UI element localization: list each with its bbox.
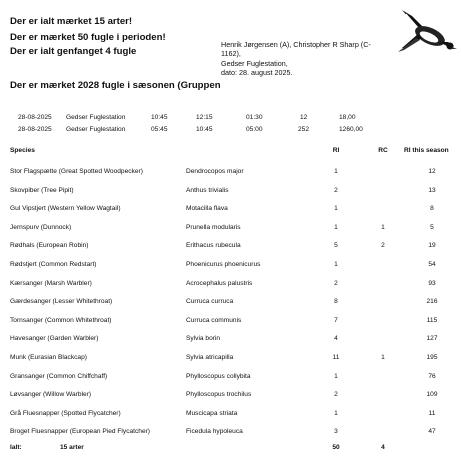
species-name: Tornsanger (Common Whitethroat) [10, 316, 112, 324]
species-name: Broget Fluesnapper (European Pied Flycatcher) [10, 428, 151, 436]
latin-name: Curruca communis [186, 316, 242, 324]
rc-count: 1 [381, 223, 385, 231]
ringer-info-line: dato: 28. august 2025. [221, 67, 293, 77]
summary-retraps: Der er ialt genfanget 4 fugle [10, 46, 137, 57]
species-name: Havesanger (Garden Warbler) [10, 335, 99, 343]
ri-count: 7 [334, 316, 338, 324]
season-count: 109 [426, 391, 438, 399]
season-count: 12 [428, 168, 436, 175]
ri-count: 4 [334, 335, 338, 343]
latin-name: Muscicapa striata [186, 409, 238, 417]
ri-count: 1 [334, 409, 338, 417]
session-end: 10:45 [196, 126, 213, 133]
species-name: Rødhals (European Robin) [10, 242, 89, 250]
ringer-info-line: Gedser Fuglestation, [221, 58, 288, 68]
season-count: 11 [428, 409, 436, 417]
header-season: RI this season [404, 147, 449, 154]
flying-duck-icon [396, 8, 458, 56]
species-name: Jernspurv (Dunnock) [10, 223, 72, 231]
ri-count: 1 [334, 223, 338, 231]
season-count: 216 [426, 298, 438, 306]
ri-count: 2 [334, 279, 338, 287]
ri-count: 1 [334, 372, 338, 380]
session-start: 05:45 [151, 126, 168, 133]
table-row [0, 317, 461, 329]
season-count: 127 [426, 335, 438, 343]
total-ri: 50 [332, 444, 340, 451]
ringer-info-line: Henrik Jørgensen (A), Christopher R Sharp (C- [221, 40, 371, 49]
header-rc: RC [378, 147, 388, 154]
summary-season-total: Der er mærket 2028 fugle i sæsonen (Gruppen [10, 80, 221, 91]
total-species: 15 arter [60, 444, 84, 451]
species-name: Rødstjert (Common Redstart) [10, 261, 97, 268]
latin-name: Motacilla flava [186, 205, 228, 213]
season-count: 5 [430, 223, 434, 231]
session-row [0, 114, 461, 126]
species-name: Gul Vipstjert (Western Yellow Wagtail) [10, 205, 121, 213]
season-count: 47 [428, 428, 436, 436]
latin-name: Curruca curruca [186, 298, 234, 306]
latin-name: Erithacus rubecula [186, 242, 241, 250]
species-name: Stor Flagspætte (Great Spotted Woodpecker) [10, 168, 143, 175]
summary-birds-period: Der er mærket 50 fugle i perioden! [10, 32, 166, 43]
table-row [0, 373, 461, 385]
species-name: Kærsanger (Marsh Warbler) [10, 279, 92, 287]
latin-name: Sylvia borin [186, 335, 221, 343]
session-row [0, 126, 461, 138]
table-row [0, 205, 461, 217]
season-count: 54 [428, 261, 436, 268]
table-row [0, 391, 461, 403]
total-rc: 4 [381, 444, 385, 451]
latin-name: Phylloscopus trochilus [186, 391, 252, 399]
session-hours: 1260,00 [339, 126, 363, 133]
table-row [0, 354, 461, 366]
ri-count: 5 [334, 242, 338, 250]
table-header [0, 147, 461, 159]
session-date: 28-08-2025 [18, 114, 52, 121]
ri-count: 1 [334, 168, 338, 175]
species-name: Gransanger (Common Chiffchaff) [10, 372, 108, 380]
table-row [0, 410, 461, 422]
season-count: 19 [428, 242, 436, 250]
latin-name: Phoenicurus phoenicurus [186, 261, 261, 268]
season-count: 13 [428, 186, 436, 194]
ri-count: 3 [334, 428, 338, 436]
latin-name: Acrocephalus palustris [186, 279, 253, 287]
table-total-row [0, 444, 461, 456]
total-label: Ialt: [10, 444, 22, 451]
session-duration: 05:00 [246, 126, 263, 133]
table-row [0, 168, 461, 180]
session-nets: 12 [300, 114, 308, 121]
session-place: Gedser Fuglestation [66, 114, 126, 121]
latin-name: Ficedula hypoleuca [186, 428, 243, 436]
table-row [0, 280, 461, 292]
table-row [0, 187, 461, 199]
ri-count: 2 [334, 391, 338, 399]
species-name: Løvsanger (Willow Warbler) [10, 391, 92, 399]
season-count: 93 [428, 279, 436, 287]
session-hours: 18,00 [339, 114, 356, 121]
session-duration: 01:30 [246, 114, 263, 121]
ri-count: 2 [334, 186, 338, 194]
session-nets: 252 [298, 126, 310, 133]
session-date: 28-08-2025 [18, 126, 52, 133]
session-end: 12:15 [196, 114, 213, 121]
species-name: Munk (Eurasian Blackcap) [10, 354, 87, 361]
header-species: Species [10, 147, 35, 154]
session-start: 10:45 [151, 114, 168, 121]
ringer-info-line: 1162), [221, 49, 241, 59]
latin-name: Phylloscopus collybita [186, 372, 251, 380]
ri-count: 11 [332, 354, 340, 361]
species-name: Gærdesanger (Lesser Whitethroat) [10, 298, 113, 306]
header-ri: RI [332, 147, 340, 154]
ri-count: 1 [334, 261, 338, 268]
rc-count: 1 [381, 354, 385, 361]
latin-name: Anthus trivialis [186, 186, 229, 194]
season-count: 115 [426, 316, 438, 324]
table-row [0, 298, 461, 310]
species-name: Grå Fluesnapper (Spotted Flycatcher) [10, 409, 121, 417]
summary-species-count: Der er ialt mærket 15 arter! [10, 16, 133, 27]
ri-count: 8 [334, 298, 338, 306]
latin-name: Dendrocopos major [186, 168, 244, 175]
latin-name: Prunella modularis [186, 223, 241, 231]
species-name: Skovpiber (Tree Pipit) [10, 186, 74, 194]
table-row [0, 428, 461, 440]
ringer-info [221, 40, 391, 77]
season-count: 8 [430, 205, 434, 213]
session-place: Gedser Fuglestation [66, 126, 126, 133]
ri-count: 1 [334, 205, 338, 213]
table-row [0, 242, 461, 254]
season-count: 195 [426, 354, 438, 361]
rc-count: 2 [381, 242, 385, 250]
table-row [0, 261, 461, 273]
latin-name: Sylvia atricapilla [186, 354, 234, 361]
season-count: 76 [428, 372, 436, 380]
table-row [0, 224, 461, 236]
table-row [0, 335, 461, 347]
